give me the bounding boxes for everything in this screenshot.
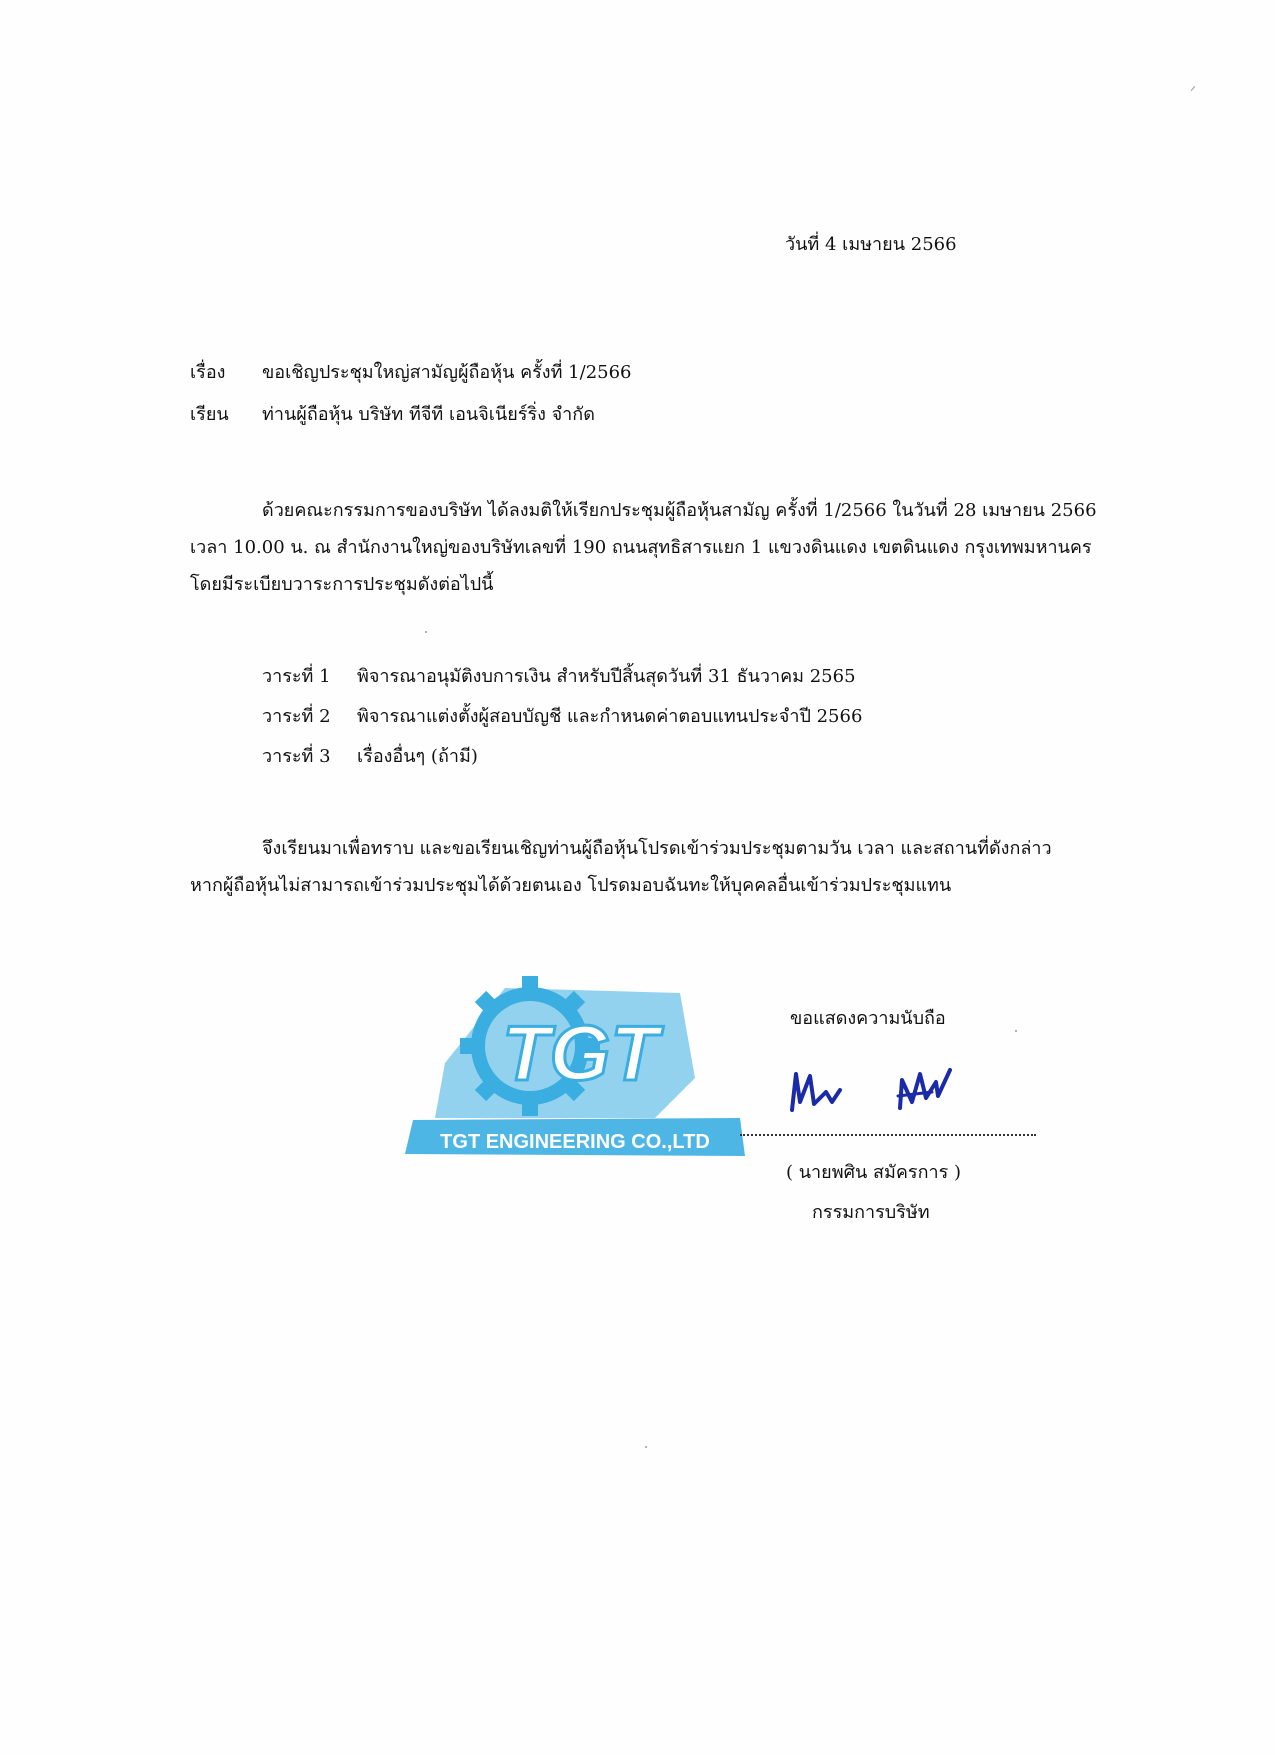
stamp-company-text: TGT ENGINEERING CO.,LTD (440, 1131, 710, 1153)
company-stamp (405, 968, 745, 1163)
closing-line-2: หากผู้ถือหุ้นไม่สามารถเข้าร่วมประชุมได้ด้วยตนเอง โปรดมอบฉันทะให้บุคคลอื่นเข้าร่วมประชุมแทน (190, 875, 952, 896)
subject-text: ขอเชิญประชุมใหญ่สามัญผู้ถือหุ้น ครั้งที่ 1/2566 (262, 362, 632, 383)
stamp-logo (405, 976, 745, 1156)
scan-speck (425, 631, 427, 633)
date-line: วันที่ 4 เมษายน 2566 (785, 234, 957, 255)
closing-line-1: จึงเรียนมาเพื่อทราบ และขอเรียนเชิญท่านผู้ถือหุ้นโปรดเข้าร่วมประชุมตามวัน เวลา และสถานที่ดังกล่าว (262, 838, 1052, 859)
agenda-item-1 (262, 664, 856, 690)
signature (780, 1062, 960, 1122)
closing-paragraph (190, 830, 1052, 904)
subject-label: เรื่อง (190, 362, 226, 383)
agenda-item-3 (262, 744, 478, 770)
intro-paragraph (190, 492, 1097, 603)
signature-line (740, 1134, 1036, 1136)
signer-name: ( นายพศิน สมัครการ ) (786, 1162, 961, 1183)
regards-text: ขอแสดงความนับถือ (790, 1008, 946, 1029)
agenda-number: วาระที่ 3 (262, 746, 331, 767)
signer-position: กรรมการบริษัท (812, 1202, 930, 1223)
agenda-text: พิจารณาแต่งตั้งผู้สอบบัญชี และกำหนดค่าตอบแทนประจำปี 2566 (357, 706, 863, 727)
agenda-item-2 (262, 704, 862, 730)
intro-line-1: ด้วยคณะกรรมการของบริษัท ได้ลงมติให้เรียกประชุมผู้ถือหุ้นสามัญ ครั้งที่ 1/2566 ในวันที่ 28 เมษายน 2566 (262, 500, 1097, 521)
agenda-text: พิจารณาอนุมัติงบการเงิน สำหรับปีสิ้นสุดวันที่ 31 ธันวาคม 2565 (357, 666, 856, 687)
agenda-number: วาระที่ 1 (262, 666, 331, 687)
intro-line-3: โดยมีระเบียบวาระการประชุมดังต่อไปนี้ (190, 574, 494, 595)
scan-speck (645, 1446, 647, 1448)
agenda-text: เรื่องอื่นๆ (ถ้ามี) (357, 746, 478, 767)
scan-speck (1191, 86, 1196, 91)
recipient-text: ท่านผู้ถือหุ้น บริษัท ทีจีที เอนจิเนียร์ริ่ง จำกัด (262, 404, 595, 425)
stamp-logo-text: TGT (502, 1009, 658, 1097)
intro-line-2: เวลา 10.00 น. ณ สำนักงานใหญ่ของบริษัทเลขที่ 190 ถนนสุทธิสารแยก 1 แขวงดินแดง เขตดินแดง กรุงเทพมหานคร (190, 537, 1092, 558)
recipient-label: เรียน (190, 404, 229, 425)
scan-speck (1015, 1030, 1017, 1032)
agenda-number: วาระที่ 2 (262, 706, 331, 727)
